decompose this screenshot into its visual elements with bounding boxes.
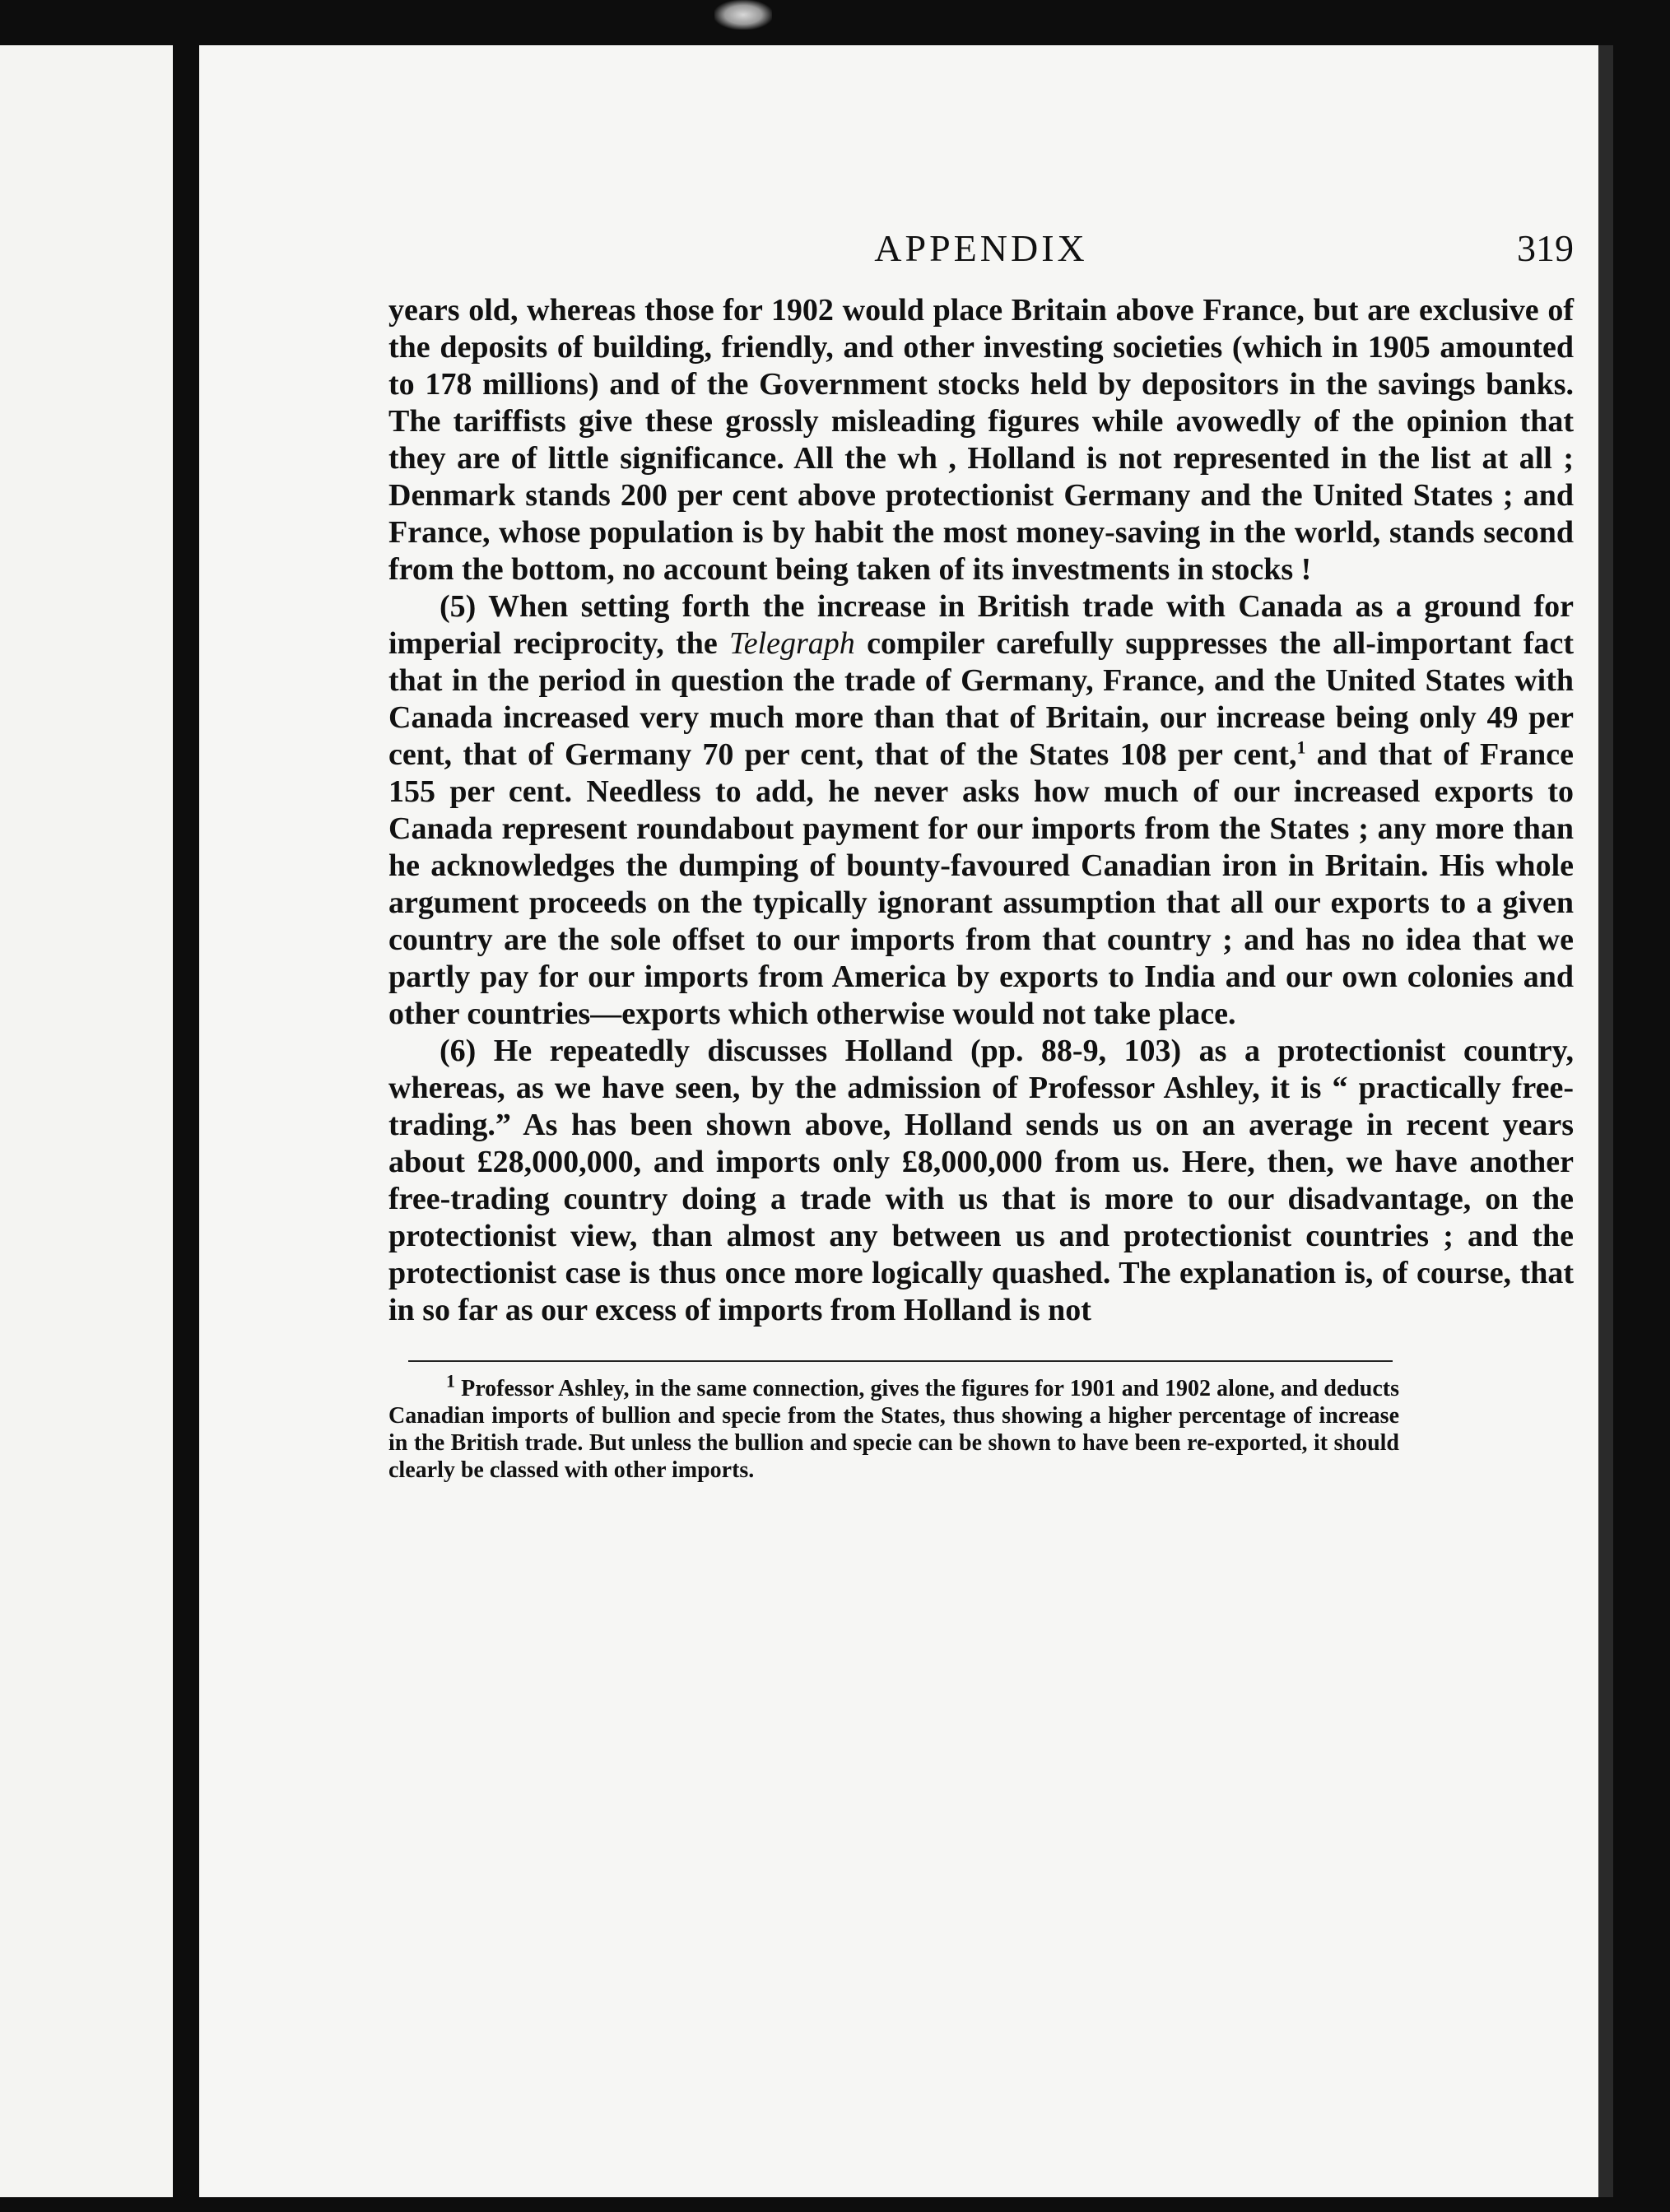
paragraph-5-text-a: (5) When setting forth the increase in British trade with Canada as a ground for imperial reciprocity, the — [388, 589, 1574, 661]
paragraph-continuation: years old, whereas those for 1902 would place Britain above France, but are exclusive of the deposits of building, friendly, and other investing societies (which in 1905 amounted to 178 millions) and of the Government stocks held by depositors in the savings banks. The tariffists give these grossly misleading figures while avowedly of the opinion that they are of little significance. All the wh , Holland is not represented in the list at all ; Denmark stands 200 per cent above protectionist Germany and the United States ; and France, whose population is by habit the most money-saving in the world, stands second from the bottom, no account being taken of its investments in stocks ! — [388, 293, 1574, 587]
running-head — [388, 226, 1574, 292]
running-title: APPENDIX — [874, 227, 1088, 269]
book-page — [199, 45, 1613, 2197]
page-number: 319 — [1517, 227, 1574, 269]
footnote-rule — [408, 1360, 1393, 1362]
binding-mark — [714, 0, 772, 30]
paragraph-5 — [388, 588, 1574, 1033]
facing-page-edge — [0, 45, 173, 2197]
telegraph-italic: Telegraph — [729, 626, 855, 661]
footnote-marker: 1 — [446, 1370, 455, 1392]
footnote-reference: 1 — [1296, 737, 1306, 758]
body-text — [388, 292, 1574, 1329]
footnote-text: Professor Ashley, in the same connection, gives the figures for 1901 and 1902 alone, and deducts Canadian imports of bullion and specie from the States, thus showing a higher percentage of increase in the British trade. But unless the bullion and specie can be shown to have been re-exported, it should clearly be classed with other imports. — [388, 1376, 1400, 1483]
paragraph-5-text-b: compiler carefully suppresses the all-important fact that in the period in question the trade of Germany, France, and the United States with Canada increased very much more than that of Britain, our increase being only 49 per cent, that of Germany 70 per cent, that of the States 108 per cent, — [388, 626, 1574, 772]
binding-gutter — [173, 33, 199, 2212]
paragraph-5-text-c: and that of France 155 per cent. Needless to add, he never asks how much of our increased exports to Canada represent roundabout payment for our imports from the States ; any more than he acknowledges the dumping of bounty-favoured Canadian iron in Britain. His whole argument proceeds on the typically ignorant assumption that all our exports to a given country are the sole offset to our imports from that country ; and has no idea that we partly pay for our imports from America by exports to India and our own colonies and other countries—exports which otherwise would not take place. — [388, 737, 1574, 1031]
footnote — [388, 1370, 1400, 1484]
page-content — [388, 226, 1574, 1484]
paragraph-6: (6) He repeatedly discusses Holland (pp. 88-9, 103) as a protectionist country, whereas, as we have seen, by the admission of Professor Ashley, it is “ practically free-trading.” As has been shown above, Holland sends us on an average in recent years about £28,000,000, and imports only £8,000,000 from us. Here, then, we have another free-trading country doing a trade with us that is more to our disadvantage, on the protectionist view, than almost any between us and protectionist countries ; and the protectionist case is thus once more logically quashed. The explanation is, of course, that in so far as our excess of imports from Holland is not — [388, 1034, 1574, 1327]
